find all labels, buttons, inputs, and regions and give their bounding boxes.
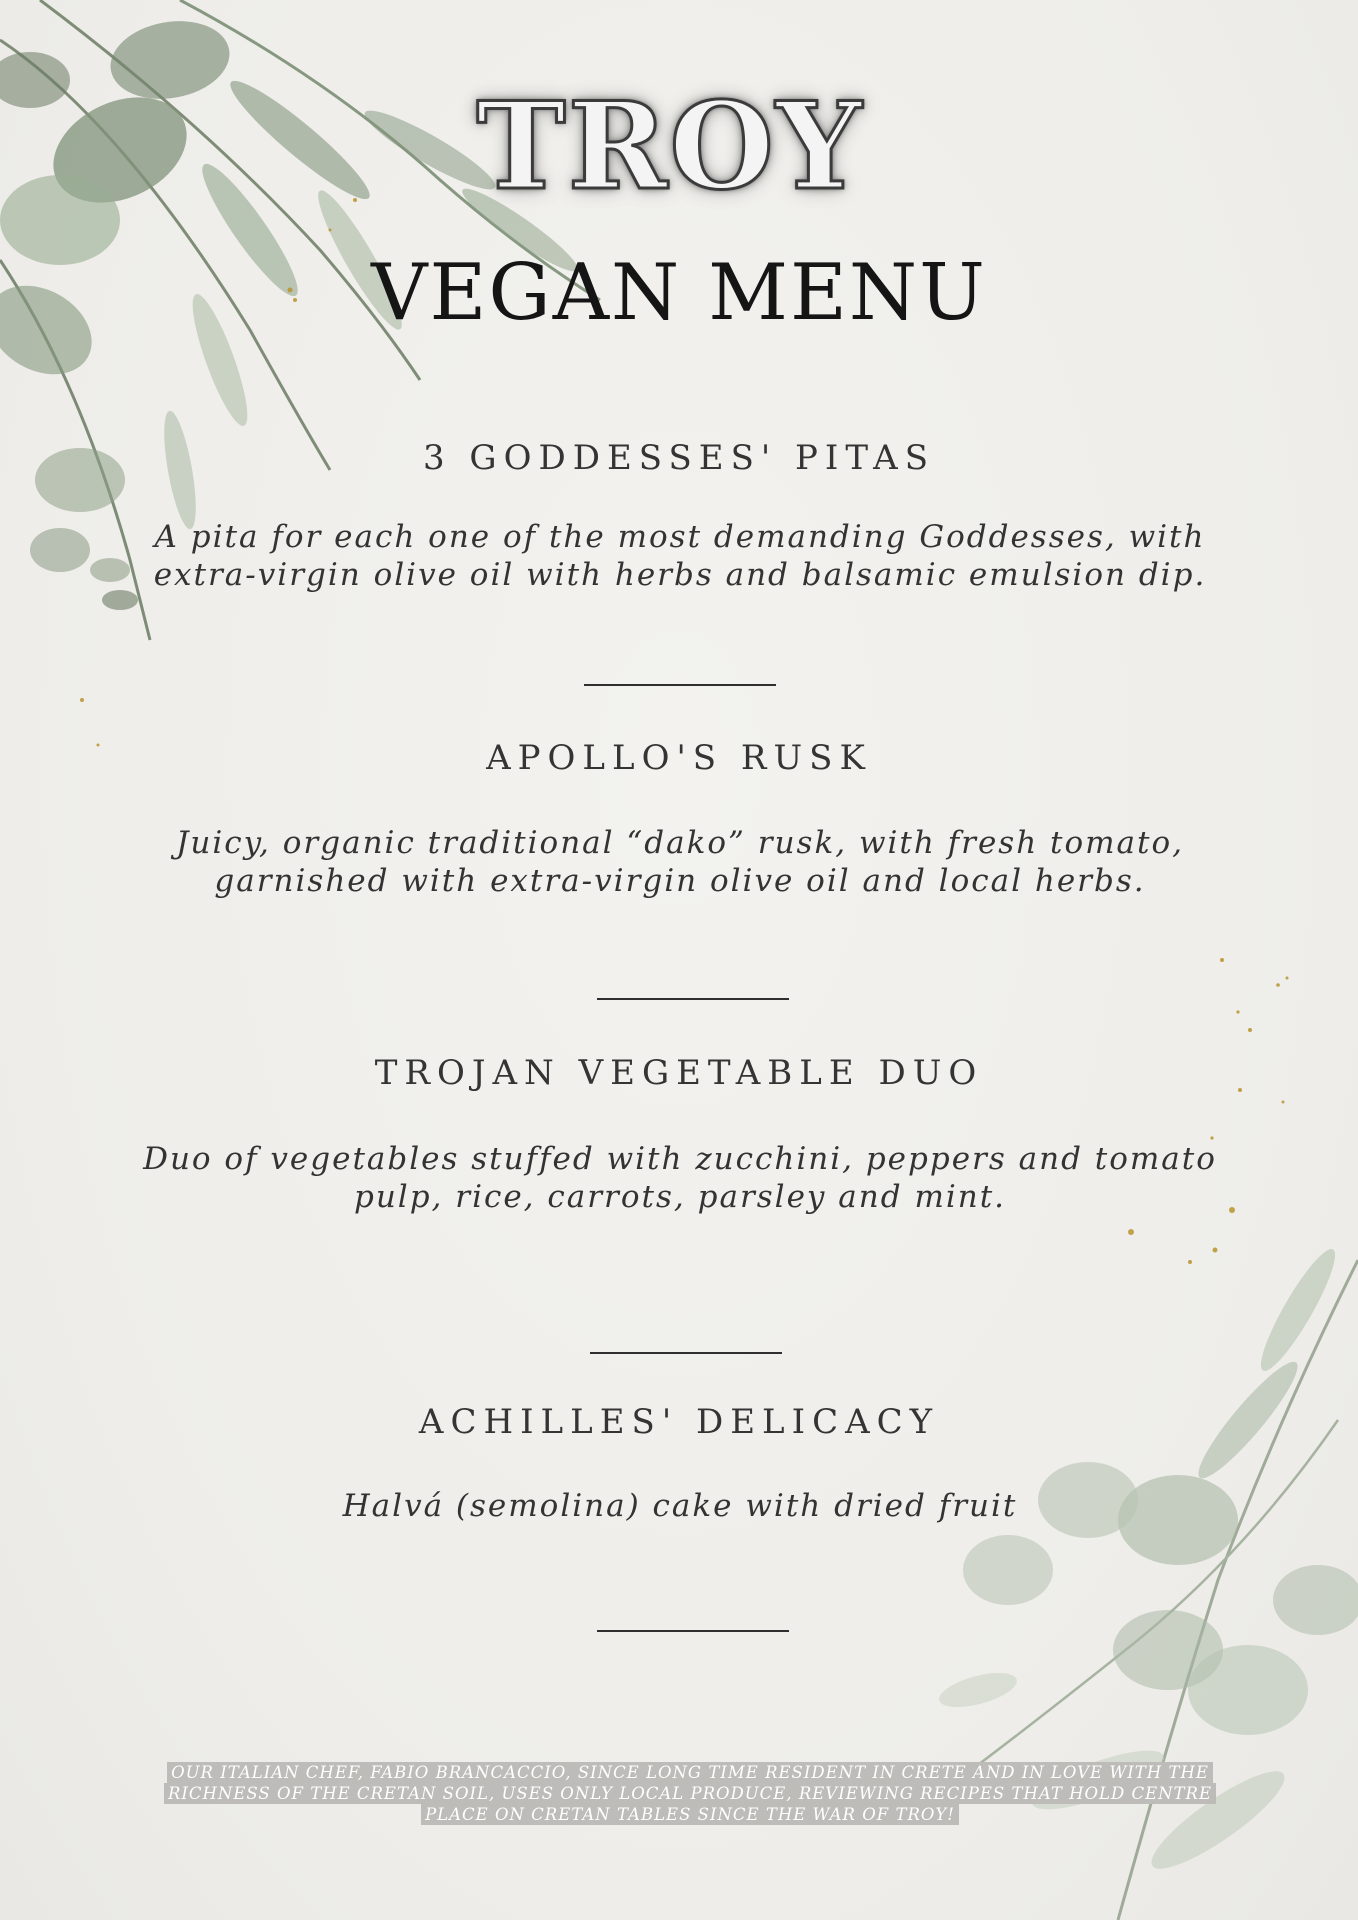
logo-wordmark: TROY: [476, 76, 864, 217]
section-divider: [597, 998, 789, 1000]
section-divider: [597, 1630, 789, 1632]
page-title: VEGAN MENU: [371, 248, 987, 338]
dish-name: 3 GODDESSES' PITAS: [422, 438, 936, 478]
dish-name: TROJAN VEGETABLE DUO: [374, 1053, 984, 1093]
chef-note-text: OUR ITALIAN CHEF, FABIO BRANCACCIO, SINCE LONG TIME RESIDENT IN CRETE AND IN LOVE WITH THE RICHNESS OF THE CRETAN SOIL, USES ONLY LOCAL PRODUCE, REVIEWING RECIPES THAT HOLD CENTRE PLACE ON CRETAN TABLES SINCE THE WAR OF TROY!: [164, 1762, 1216, 1825]
dish-description: A pita for each one of the most demanding Goddesses, with extra-virgin olive oil with herbs and balsamic emulsion dip.: [153, 519, 1207, 593]
troy-logo: [460, 72, 880, 242]
section-divider: [584, 684, 776, 686]
dish-description: Duo of vegetables stuffed with zucchini, peppers and tomato pulp, rice, carrots, parsley and mint.: [143, 1141, 1217, 1215]
dish-name: APOLLO'S RUSK: [486, 738, 872, 778]
section-divider: [590, 1352, 782, 1354]
dish-name: ACHILLES' DELICACY: [418, 1402, 940, 1442]
dish-description: Juicy, organic traditional “dako” rusk, with fresh tomato, garnished with extra-virgin olive oil and local herbs.: [175, 825, 1185, 899]
dish-description: Halvá (semolina) cake with dried fruit: [342, 1488, 1018, 1524]
chef-note-footer: [148, 1762, 1232, 1825]
